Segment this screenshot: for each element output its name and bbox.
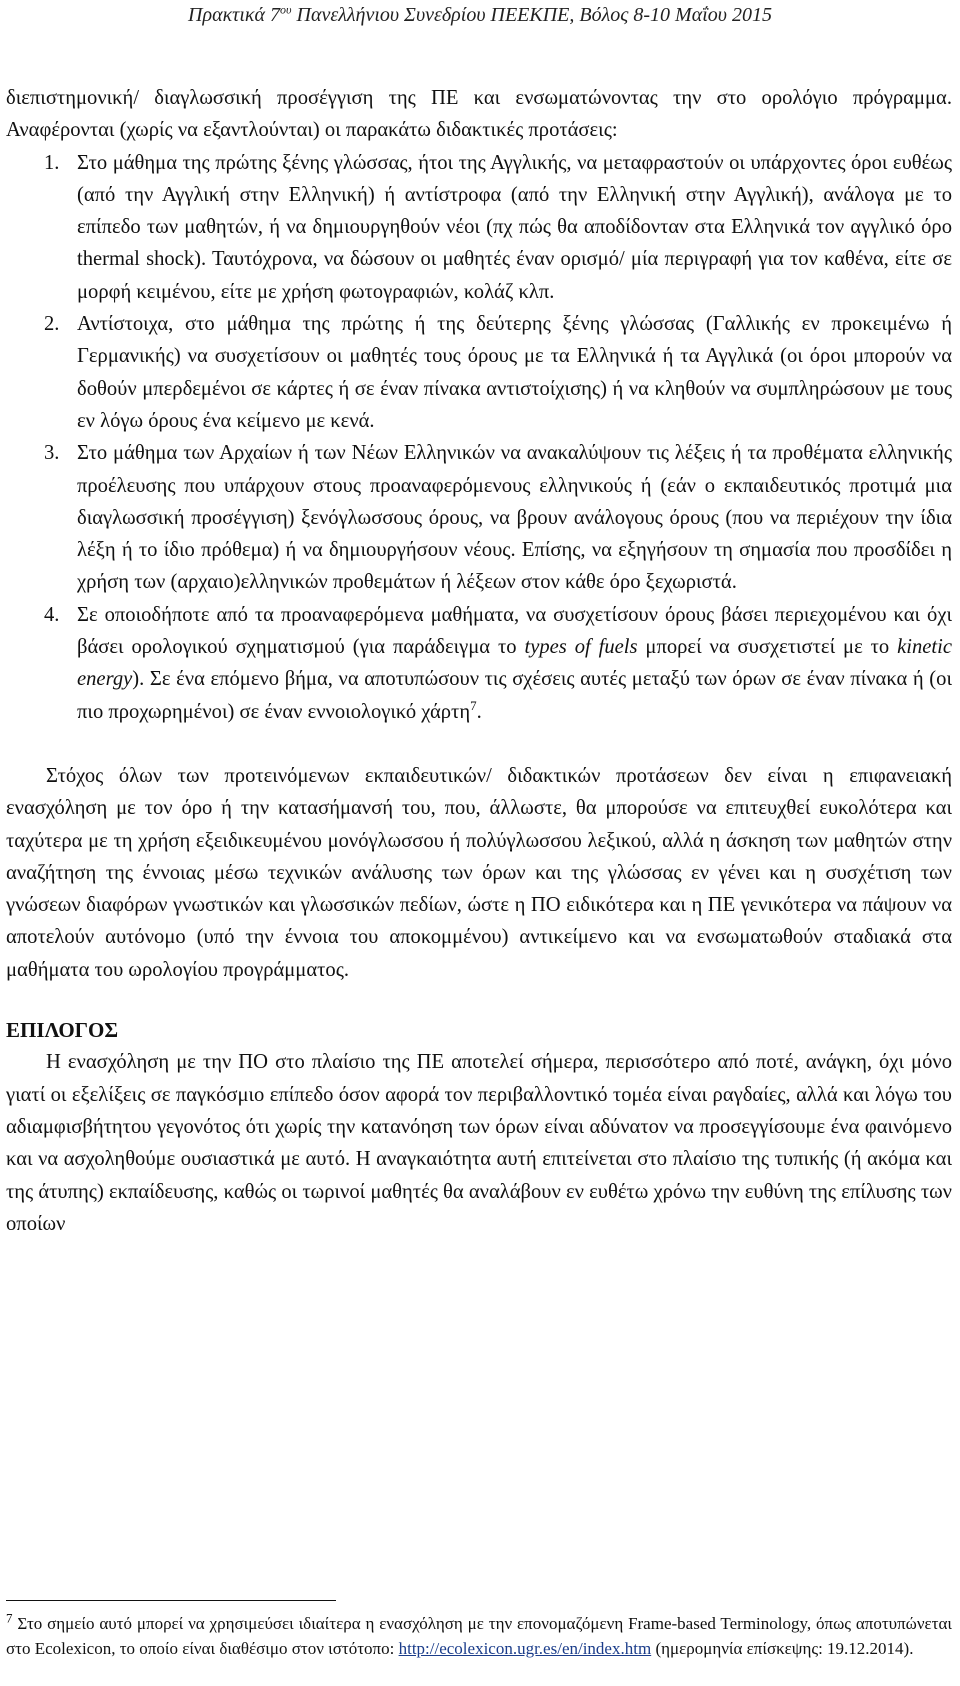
list-item — [6, 147, 952, 308]
header-text-before: Πρακτικά 7 — [188, 4, 280, 26]
term-types-of-fuels: types of fuels — [524, 636, 638, 659]
header-ordinal-superscript: ου — [279, 2, 292, 17]
list-item — [6, 599, 952, 728]
list-item-text-part4: . — [476, 700, 482, 723]
intro-paragraph: διεπιστημονική/ διαγλωσσική προσέγγιση της ΠΕ και ενσωματώνοντας την στο ορολόγιο πρόγραμμα. Αναφέρονται (χωρίς να εξαντλούνται) οι παρακάτω διδακτικές προτάσεις: — [6, 87, 952, 142]
footnote-separator — [6, 1600, 336, 1601]
footnote — [6, 1611, 952, 1661]
running-header — [0, 4, 960, 27]
paragraph-spacer — [6, 728, 952, 760]
footnote-number: 7 — [6, 1610, 13, 1626]
list-item-text: Στο μάθημα των Αρχαίων ή των Νέων Ελληνικών να ανακαλύψουν τις λέξεις ή τα προθέματα ελληνικής προέλευσης που υπάρχουν στους προαναφερόμενους ελληνικούς ή (εάν ο εκπαιδευτικός προτιμά μια διαγλωσσική προσέγγιση) ξενόγλωσσους όρους, να βρουν ανάλογους όρους (που να περιέχουν την ίδια λέξη ή το ίδιο πρόθεμα) ή να δημιουργήσουν νέους. Επίσης, να εξηγήσουν τη σημασία που προσδίδει η χρήση των (αρχαιο)ελληνικών προθεμάτων ή λέξεων στον κάθε όρο ξεχωριστά. — [77, 442, 952, 594]
proposals-list — [6, 147, 952, 728]
footnote-text: Στο σημείο αυτό μπορεί να χρησιμεύσει ιδιαίτερα η ενασχόληση με την επονομαζόμενη Frame-based Terminology, όπως αποτυπώνεται στο Ecolexicon, το οποίο είναι διαθέσιμο στον ιστότοπο: — [6, 1614, 952, 1658]
footnote-text-after: (ημερομηνία επίσκεψης: 19.12.2014). — [651, 1639, 914, 1658]
list-item-number: 1. — [44, 151, 60, 174]
list-item-text: Αντίστοιχα, στο μάθημα της πρώτης ή της δεύτερης ξένης γλώσσας (Γαλλικής εν προκειμένω ή Γερμανικής) να συσχετίσουν οι μαθητές τους όρους με τα Ελληνικά ή τα Αγγλικά (οι όροι μπορούν να δοθούν μπερδεμένοι σε κάρτες ή σε έναν πίνακα αντιστοίχισης) ή να κληθούν να συμπληρώσουν με τους εν λόγω όρους ένα κείμενο με κενά. — [77, 313, 952, 432]
section-heading: ΕΠΙΛΟΓΟΣ — [6, 1018, 119, 1043]
list-item-number: 4. — [44, 603, 60, 626]
list-item — [6, 437, 952, 598]
ecolexicon-link[interactable]: http://ecolexicon.ugr.es/en/index.htm — [398, 1639, 652, 1658]
list-item-text-part2: μπορεί να συσχετιστεί με το — [637, 636, 898, 659]
header-text-after: Πανελλήνιου Συνεδρίου ΠΕΕΚΠΕ, Βόλος 8-10 Μαΐου 2015 — [291, 4, 772, 26]
list-item-number: 3. — [44, 442, 60, 465]
list-item-text-part1: Σε οποιοδήποτε από τα προαναφερόμενα μαθήματα, να συσχετίσουν όρους βάσει περιεχομένου και όχι βάσει ορολογικού σχηματισμού (για παράδειγμα το — [77, 603, 952, 659]
epilogue-paragraph: Η ενασχόληση με την ΠΟ στο πλαίσιο της ΠΕ αποτελεί σήμερα, περισσότερο από ποτέ, ανάγκη, όχι μόνο γιατί οι εξελίξεις σε παγκόσμιο επίπεδο όσον αφορά τον περιβαλλοντικό τομέα είναι ραγδαίες, αλλά και λόγω του αδιαμφισβήτητου γεγονότος ότι χωρίς την κατανόηση των όρων είναι αδύνατον να προσεγγίσουμε ένα φαινόμενο και να ασχοληθούμε ουσιαστικά με αυτό. Η αναγκαιότητα αυτή επιτείνεται στο πλαίσιο της τυπικής (ή ακόμα και της άτυπης) εκπαίδευσης, καθώς οι τωρινοί μαθητές θα αναλάβουν εν ευθέτω χρόνω την ευθύνη της επίλυσης των οποίων — [6, 1051, 952, 1235]
list-item-text: Στο μάθημα της πρώτης ξένης γλώσσας, ήτοι της Αγγλικής, να μεταφραστούν οι υπάρχοντες όροι ευθέως (από την Αγγλική στην Ελληνική) ή αντίστροφα (από την Ελληνική στην Αγγλική), ανάλογα με το επίπεδο των μαθητών, ή να δημιουργηθούν νέοι (πχ πώς θα αποδίδονταν στα Ελληνικά τον αγγλικό όρο thermal shock). Ταυτόχρονα, να δώσουν οι μαθητές έναν ορισμό/ μία περιγραφή για τον καθένα, είτε σε μορφή κειμένου, είτε με χρήση φωτογραφιών, κολάζ κλπ. — [77, 151, 952, 303]
goal-paragraph: Στόχος όλων των προτεινόμενων εκπαιδευτικών/ διδακτικών προτάσεων δεν είναι η επιφανειακή ενασχόληση με τον όρο ή την κατασήμανσή του, που, άλλωστε, θα μπορούσε να επιτευχθεί ευκολότερα και ταχύτερα με τη χρήση εξειδικευμένου μονόγλωσσου ή πολύγλωσσου λεξικού, αλλά η άσκηση των μαθητών στην αναζήτηση της έννοιας μέσω τεχνικών ανάλυσης των όρων και της γλώσσας εν γένει και η συσχέτιση των γνώσεων διαφόρων γνωστικών και γλωσσικών πεδίων, ώστε η ΠΟ ειδικότερα και η ΠΕ γενικότερα να πάψουν να αποτελούν αυτόνομο (υπό την έννοια του αποκομμένου) αντικείμενο και να ενσωματωθούν σταδιακά στα μαθήματα του ωρολογίου προγράμματος. — [6, 764, 952, 981]
term-kinetic-energy: kinetic energy — [77, 636, 952, 691]
body-text — [6, 82, 952, 1240]
list-item-text-part3: ). Σε ένα επόμενο βήμα, να αποτυπώσουν τις σχέσεις αυτές μεταξύ των όρων σε έναν πίνακα ή (οι πιο προχωρημένοι) σε έναν εννοιολογικό χάρτη — [77, 668, 952, 723]
footnote-reference[interactable]: 7 — [470, 697, 477, 713]
list-item — [6, 308, 952, 437]
list-item-number: 2. — [44, 313, 60, 336]
